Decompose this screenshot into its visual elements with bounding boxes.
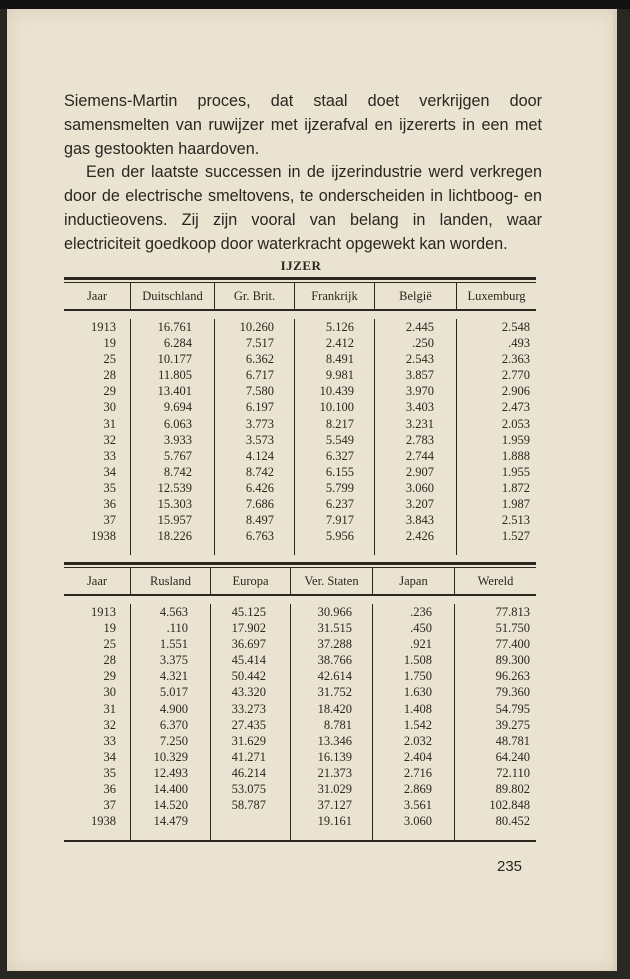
page-edge — [613, 9, 617, 971]
table-cell: 31.752 — [317, 685, 352, 700]
table-cell: 31 — [103, 416, 116, 431]
table-cell: 6.426 — [245, 480, 274, 495]
table-cell: 8.742 — [245, 464, 274, 479]
table-cell: 38.766 — [317, 653, 352, 668]
table-cell: 1.527 — [501, 529, 530, 544]
table-cell: 1.630 — [403, 685, 432, 700]
table-cell: 2.770 — [501, 368, 530, 383]
table-cell: 3.403 — [405, 400, 434, 415]
table-cell: 3.773 — [245, 416, 274, 431]
table-cell: 5.956 — [325, 529, 354, 544]
table-cell: 77.813 — [495, 605, 530, 619]
table-cell: 1.508 — [403, 653, 432, 668]
table-cell: 1.750 — [403, 669, 432, 684]
table-cell: 2.869 — [403, 782, 432, 797]
table-cell: 64.240 — [495, 749, 530, 764]
table-cell: 19.161 — [317, 814, 352, 829]
table-cell: 54.795 — [495, 701, 530, 716]
table-cell: 32 — [103, 432, 116, 447]
table-cell: 5.017 — [159, 685, 188, 700]
column-belgie — [374, 319, 456, 555]
table-cell: 7.917 — [325, 513, 354, 528]
paragraph-2: Een der laatste successen in de ijzerindustrie werd verkregen door de electrische smeltovens, te onderscheiden in lichtboog- en inductieovens. Zij zijn vooral van belang in landen, waar electriciteit goedkoop door waterkracht opgewekt kan worden. — [64, 163, 542, 253]
table-cell: 16.139 — [317, 749, 352, 764]
table-cell: 36.697 — [231, 637, 266, 652]
table-cell: 79.360 — [495, 685, 530, 700]
table-cell: 28 — [103, 368, 116, 383]
table-cell: 8.497 — [245, 513, 274, 528]
table-cell: 48.781 — [495, 733, 530, 748]
table-cell: 18.226 — [157, 529, 192, 544]
column-japan — [372, 604, 454, 840]
table-cell: .450 — [410, 621, 432, 636]
table-cell: 9.981 — [325, 368, 354, 383]
table-cell: 42.614 — [317, 669, 352, 684]
table-cell: 11.805 — [158, 368, 192, 383]
table-cell: 31 — [103, 701, 116, 716]
table-cell: 39.275 — [495, 717, 530, 732]
table-cell: 2.363 — [501, 352, 530, 367]
body-text — [64, 90, 542, 257]
column-jaar — [64, 319, 130, 555]
page-number: 235 — [497, 858, 523, 875]
table-cell: 5.549 — [325, 432, 354, 447]
table-cell: 37 — [103, 798, 116, 813]
table-cell: 16.761 — [157, 320, 192, 334]
table-cell: .921 — [410, 637, 432, 652]
table-cell: 5.767 — [163, 448, 192, 463]
table-cell: 9.694 — [163, 400, 192, 415]
table-cell: 10.260 — [239, 320, 274, 334]
table-cell: 6.237 — [325, 497, 354, 512]
table-cell: 6.155 — [325, 464, 354, 479]
table-cell: 8.491 — [325, 352, 354, 367]
table-cell: 36 — [103, 782, 116, 797]
table-cell: 35 — [103, 765, 116, 780]
table-cell: 2.445 — [405, 320, 434, 334]
header-luxemburg: Luxemburg — [456, 283, 536, 309]
table-header — [64, 568, 536, 596]
table-cell: 1.959 — [501, 432, 530, 447]
table-cell: 19 — [103, 336, 116, 351]
table-cell: 7.517 — [245, 336, 274, 351]
column-wereld — [454, 604, 536, 840]
table-cell: 37.288 — [317, 637, 352, 652]
table-cell: 1.408 — [403, 701, 432, 716]
table-cell: 4.321 — [159, 669, 188, 684]
header-belgie: België — [374, 283, 456, 309]
table-body — [64, 311, 536, 555]
top-border — [0, 0, 630, 9]
table-cell: 31.515 — [317, 621, 352, 636]
table-cell: 33 — [103, 448, 116, 463]
table-cell: 25 — [103, 352, 116, 367]
table-cell: 6.327 — [325, 448, 354, 463]
table-cell: 17.902 — [231, 621, 266, 636]
table-cell: 3.970 — [405, 384, 434, 399]
table-cell: .110 — [166, 621, 188, 636]
table-cell: 2.473 — [501, 400, 530, 415]
table-cell: 19 — [103, 621, 116, 636]
column-luxemburg — [456, 319, 536, 555]
table-cell: 45.414 — [231, 653, 266, 668]
table-cell: 43.320 — [231, 685, 266, 700]
table-cell: 30 — [103, 685, 116, 700]
column-frankrijk — [294, 319, 374, 555]
table-body — [64, 596, 536, 840]
table-cell: 3.231 — [405, 416, 434, 431]
table-cell: 1913 — [91, 320, 116, 334]
header-europa: Europa — [210, 568, 290, 594]
table-cell: 6.717 — [245, 368, 274, 383]
table-cell: 14.520 — [153, 798, 188, 813]
table-cell: 2.744 — [405, 448, 434, 463]
table-cell: 96.263 — [495, 669, 530, 684]
table-cell: 89.300 — [495, 653, 530, 668]
table-cell: 4.900 — [159, 701, 188, 716]
table-cell: 4.563 — [159, 605, 188, 619]
table-cell: 33.273 — [231, 701, 266, 716]
table-cell: 3.060 — [403, 814, 432, 829]
table-cell: 1913 — [91, 605, 116, 619]
table-cell: 2.783 — [405, 432, 434, 447]
table-cell: 37 — [103, 513, 116, 528]
table-cell: 36 — [103, 497, 116, 512]
table-cell: 8.217 — [325, 416, 354, 431]
table-cell: 1.955 — [501, 464, 530, 479]
table-cell: 34 — [103, 749, 116, 764]
table-cell: 5.126 — [325, 320, 354, 334]
table-cell: 1.551 — [159, 637, 188, 652]
table-cell: 27.435 — [231, 717, 266, 732]
header-japan: Japan — [372, 568, 454, 594]
table-cell: 6.362 — [245, 352, 274, 367]
table-cell: 2.907 — [405, 464, 434, 479]
table-title: IJZER — [280, 258, 322, 273]
table-cell: 7.686 — [245, 497, 274, 512]
table-cell: 31.029 — [317, 782, 352, 797]
table-cell: 10.439 — [319, 384, 354, 399]
table-cell: 77.400 — [495, 637, 530, 652]
table-bottom-rule — [64, 840, 536, 842]
table-cell: 102.848 — [489, 798, 530, 813]
table-cell: 89.802 — [495, 782, 530, 797]
table-cell: 80.452 — [495, 814, 530, 829]
table-cell: 25 — [103, 637, 116, 652]
table-cell: 21.373 — [317, 765, 352, 780]
table-cell: 37.127 — [317, 798, 352, 813]
column-duitschland — [130, 319, 214, 555]
header-wereld: Wereld — [454, 568, 536, 594]
table-cell: 6.284 — [163, 336, 192, 351]
table-cell: 1.872 — [501, 480, 530, 495]
table-cell: 2.032 — [403, 733, 432, 748]
table-cell: 6.763 — [245, 529, 274, 544]
table-cell: 18.420 — [317, 701, 352, 716]
table-cell: 10.329 — [153, 749, 188, 764]
table-cell: 46.214 — [231, 765, 266, 780]
table-cell: 1938 — [91, 529, 116, 544]
table-cell: 14.400 — [153, 782, 188, 797]
table-cell: 3.561 — [403, 798, 432, 813]
table-cell: 34 — [103, 464, 116, 479]
table-cell: 2.513 — [501, 513, 530, 528]
table-cell: 28 — [103, 653, 116, 668]
table-cell: 2.716 — [403, 765, 432, 780]
table-cell: 8.781 — [323, 717, 352, 732]
table-cell: 10.177 — [157, 352, 192, 367]
table-cell: 33 — [103, 733, 116, 748]
table-cell: 6.370 — [159, 717, 188, 732]
table-cell: 3.375 — [159, 653, 188, 668]
table-cell: 2.426 — [405, 529, 434, 544]
table-header — [64, 283, 536, 311]
table-cell: 53.075 — [231, 782, 266, 797]
table-cell: 32 — [103, 717, 116, 732]
paragraph-1: Siemens-Martin proces, dat staal doet verkrijgen door samensmelten van ruwijzer met ijzerafval en ijzererts in een met gas gestookten haardoven. — [64, 92, 542, 158]
table-cell: 1.987 — [501, 497, 530, 512]
table-top-rule — [64, 277, 536, 280]
table-cell: 3.573 — [245, 432, 274, 447]
column-jaar — [64, 604, 130, 840]
table-cell: 6.197 — [245, 400, 274, 415]
table-cell: 3.843 — [405, 513, 434, 528]
table-cell: 5.799 — [325, 480, 354, 495]
column-europa — [210, 604, 290, 840]
table-cell: 6.063 — [163, 416, 192, 431]
table-cell: 10.100 — [319, 400, 354, 415]
table-cell: 30.966 — [317, 605, 352, 619]
header-gr-brit: Gr. Brit. — [214, 283, 294, 309]
table-cell: 3.933 — [163, 432, 192, 447]
table-cell: 7.580 — [245, 384, 274, 399]
table-cell: 8.742 — [163, 464, 192, 479]
table-cell: 12.493 — [153, 765, 188, 780]
table-ijzer-2 — [64, 562, 536, 842]
table-cell: 41.271 — [231, 749, 266, 764]
table-cell: 30 — [103, 400, 116, 415]
table-cell: 2.053 — [501, 416, 530, 431]
table-cell: .236 — [410, 605, 432, 619]
table-cell: .493 — [508, 336, 530, 351]
table-cell: 2.548 — [501, 320, 530, 334]
header-jaar: Jaar — [86, 573, 108, 588]
table-cell: 15.957 — [157, 513, 192, 528]
table-cell: 7.250 — [159, 733, 188, 748]
table-cell: 2.543 — [405, 352, 434, 367]
table-cell: 1.542 — [403, 717, 432, 732]
table-cell: 31.629 — [231, 733, 266, 748]
table-cell: 35 — [103, 480, 116, 495]
table-cell: 1938 — [91, 814, 116, 829]
table-cell — [211, 813, 266, 829]
table-cell: 14.479 — [153, 814, 188, 829]
table-cell: 3.060 — [405, 480, 434, 495]
header-ver-staten: Ver. Staten — [290, 568, 372, 594]
column-rusland — [130, 604, 210, 840]
table-cell: 3.207 — [405, 497, 434, 512]
table-cell: 12.539 — [157, 480, 192, 495]
header-jaar: Jaar — [86, 288, 108, 303]
table-cell: 13.401 — [157, 384, 192, 399]
table-cell: 29 — [103, 384, 116, 399]
table-cell: 58.787 — [231, 798, 266, 813]
table-cell: 2.412 — [325, 336, 354, 351]
table-cell: 29 — [103, 669, 116, 684]
table-cell: 72.110 — [496, 765, 530, 780]
column-ver-staten — [290, 604, 372, 840]
table-cell: 3.857 — [405, 368, 434, 383]
table-cell: 13.346 — [317, 733, 352, 748]
header-frankrijk: Frankrijk — [294, 283, 374, 309]
column-gr-brit — [214, 319, 294, 555]
table-top-rule — [64, 562, 536, 565]
table-cell: .250 — [412, 336, 434, 351]
table-cell: 2.404 — [403, 749, 432, 764]
table-cell: 50.442 — [231, 669, 266, 684]
table-cell: 2.906 — [501, 384, 530, 399]
header-duitschland: Duitschland — [130, 283, 214, 309]
table-ijzer-1 — [64, 277, 536, 555]
table-cell: 1.888 — [501, 448, 530, 463]
header-rusland: Rusland — [130, 568, 210, 594]
table-cell: 51.750 — [495, 621, 530, 636]
table-cell: 4.124 — [245, 448, 274, 463]
table-cell: 45.125 — [231, 605, 266, 619]
table-cell: 15.303 — [157, 497, 192, 512]
